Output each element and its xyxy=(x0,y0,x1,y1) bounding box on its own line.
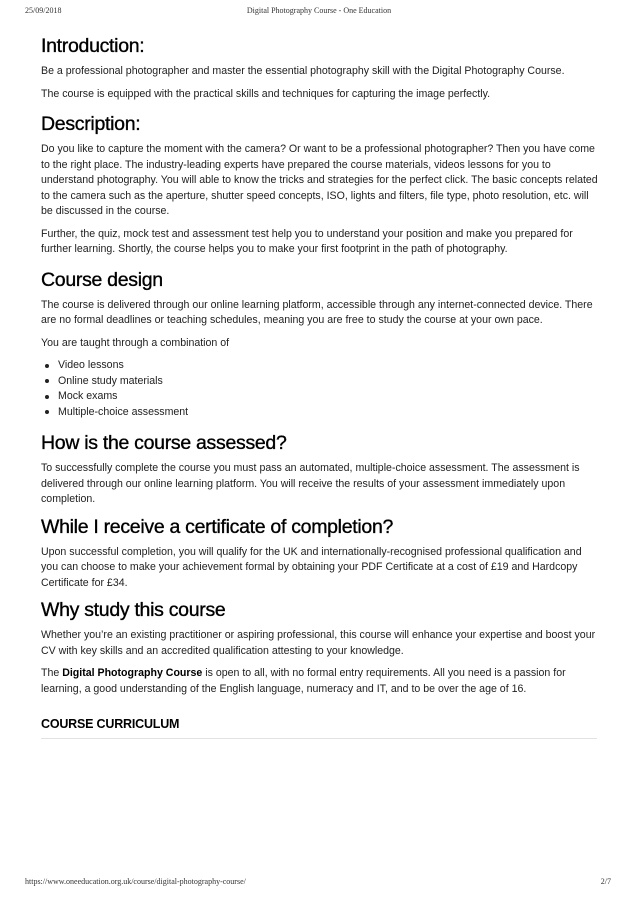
introduction-paragraph-1: Be a professional photographer and master the essential photography skill with the Digital Photography Course. xyxy=(41,65,565,77)
course-design-heading: Course design xyxy=(41,268,163,291)
list-item: Online study materials xyxy=(58,374,601,390)
certificate-paragraph: Upon successful completion, you will qualify for the UK and internationally-recognised professional qualification and you can choose to make your achievement formal by obtaining your PDF Certificate at a cost of £19 and Hardcopy Certificate for £34. xyxy=(41,545,582,589)
article-content xyxy=(41,34,601,739)
why-study-paragraph-1: Whether you’re an existing practitioner or aspiring professional, this course will enhance your expertise and boost your CV with key skills and an accredited qualification attesting to your knowledge. xyxy=(41,629,596,657)
introduction-heading: Introduction: xyxy=(41,35,145,57)
course-design-paragraph-1: The course is delivered through our online learning platform, accessible through any internet-connected device. There are no formal deadlines or teaching schedules, meaning you are free to study the course at your own pace. xyxy=(41,298,593,326)
why-study-prefix: The xyxy=(41,667,63,679)
print-header xyxy=(0,6,638,18)
description-heading: Description: xyxy=(41,113,141,135)
page-number: 2/7 xyxy=(600,877,611,886)
page-url: https://www.oneeducation.org.uk/course/digital-photography-course/ xyxy=(25,877,246,886)
print-date: 25/09/2018 xyxy=(25,6,62,15)
course-design-list xyxy=(41,358,601,420)
assessment-heading: How is the course assessed? xyxy=(41,432,287,454)
introduction-paragraph-2: The course is equipped with the practical skills and techniques for capturing the image perfectly. xyxy=(41,87,491,100)
print-footer xyxy=(0,877,638,889)
why-study-paragraph-2 xyxy=(41,666,601,697)
list-item: Video lessons xyxy=(58,358,601,374)
why-study-heading: Why study this course xyxy=(41,599,226,621)
course-design-paragraph-2: You are taught through a combination of xyxy=(41,336,230,349)
print-page-title: Digital Photography Course - One Education xyxy=(246,6,392,15)
list-item: Multiple-choice assessment xyxy=(58,405,601,421)
description-paragraph-1: Do you like to capture the moment with the camera? Or want to be a professional photographer? Then you have come to the right place. The industry-leading experts have prepared the course materials, videos lessons for you to understand photography. You will able to know the tricks and strategies for the perfect click. The basic concepts related to the camera such as the aperture, shutter speed concepts, ISO, lights and filters, file type, photo resolution, etc. will be discussed in the course. xyxy=(41,143,598,217)
why-study-suffix: is open to all, with no formal entry requirements. All you need is a passion for learning, a good understanding of the English language, numeracy and IT, and to be over the age of 16. xyxy=(41,667,566,695)
list-item: Mock exams xyxy=(58,389,601,405)
course-curriculum-heading: COURSE CURRICULUM xyxy=(41,717,180,731)
description-paragraph-2: Further, the quiz, mock test and assessment test help you to understand your position and make you prepared for further learning. Shortly, the course helps you to make your first footprint in the path of photography. xyxy=(41,227,573,255)
assessment-paragraph: To successfully complete the course you must pass an automated, multiple-choice assessment. The assessment is delivered through our online learning platform. You will receive the results of your assessment immediately upon completion. xyxy=(41,462,580,505)
course-name-link[interactable]: Digital Photography Course xyxy=(62,667,203,679)
certificate-heading: While I receive a certificate of completion? xyxy=(41,515,394,538)
divider xyxy=(41,738,597,739)
